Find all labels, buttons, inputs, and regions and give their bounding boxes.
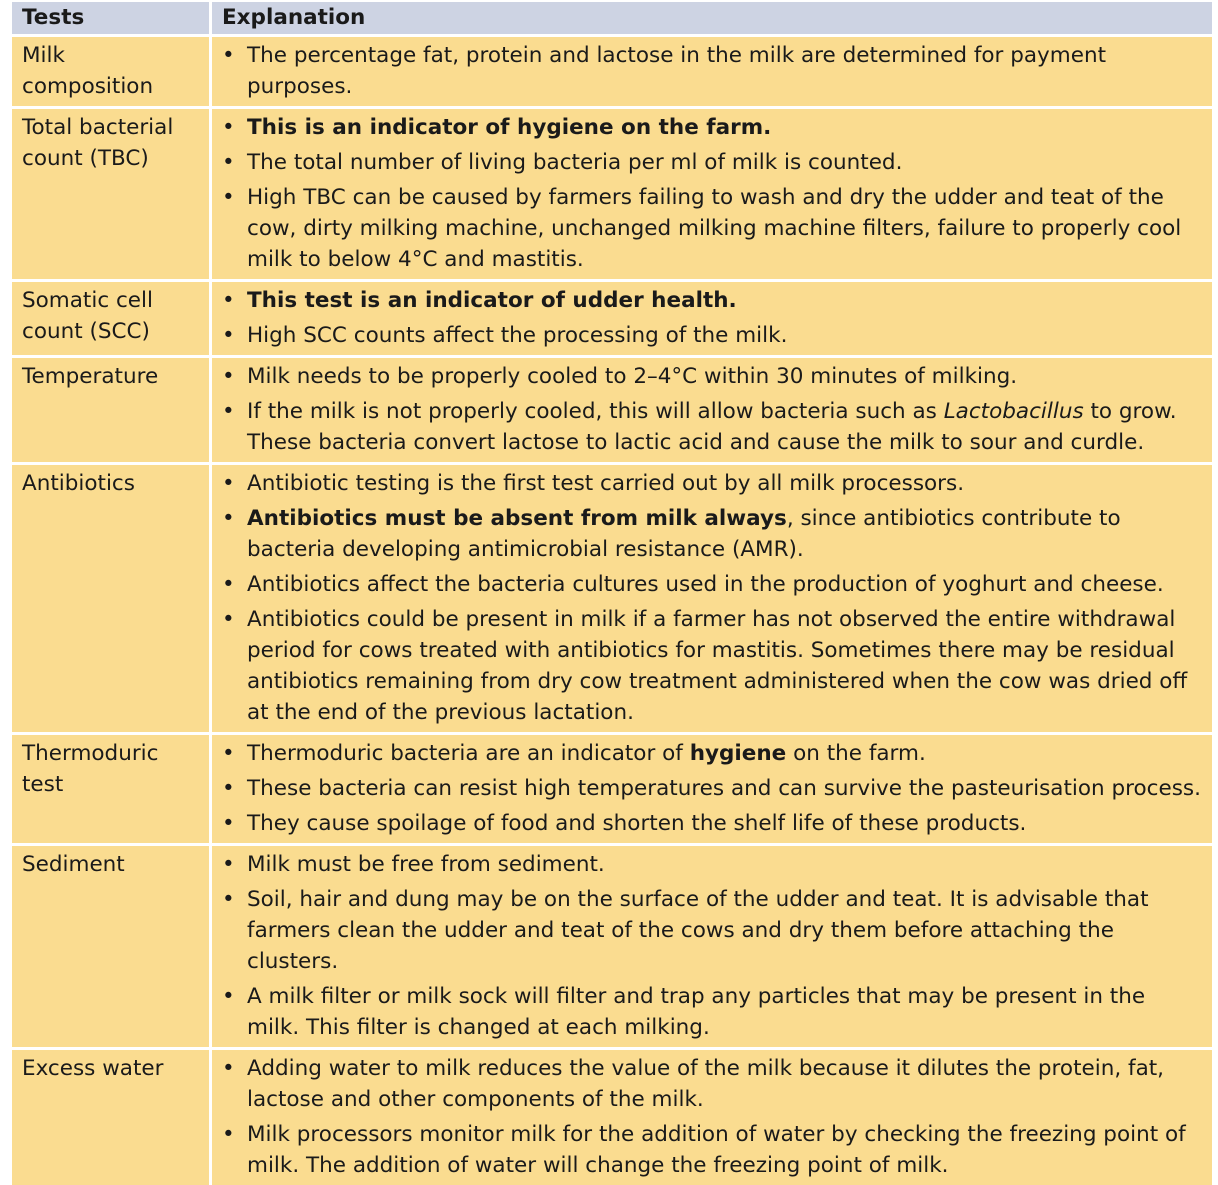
bullet-dot-icon: • [222,506,235,531]
text-segment: Thermoduric bacteria are an indicator of [247,741,690,766]
text-segment: The total number of living bacteria per ml of milk is counted. [247,150,903,175]
explanation-cell [212,465,1212,732]
bullet-item [220,40,1204,102]
bullet-dot-icon: • [222,323,235,348]
test-name-cell: Temperature [12,358,209,462]
text-segment: These bacteria can resist high temperatures and can survive the pasteurisation process. [247,776,1201,801]
bullet-text [247,1053,1204,1115]
bullet-item [220,1119,1204,1181]
bullet-dot-icon: • [222,471,235,496]
bullet-text [247,808,1204,839]
test-name-cell: Milk composition [12,37,209,106]
bullet-item [220,738,1204,769]
bullet-text [247,320,1204,351]
bold-text: This test is an indicator of udder health. [247,288,737,313]
test-name-cell: Somatic cell count (SCC) [12,282,209,355]
bullet-text [247,738,1204,769]
text-segment: Antibiotic testing is the first test carried out by all milk processors. [247,471,965,496]
text-segment: Milk needs to be properly cooled to 2–4°C within 30 minutes of milking. [247,364,1018,389]
bullet-item [220,396,1204,458]
bullet-item [220,503,1204,565]
bullet-item [220,468,1204,499]
text-segment: Milk processors monitor milk for the addition of water by checking the freezing point of milk. The addition of water will change the freezing point of milk. [247,1122,1186,1178]
header-explanation: Explanation [212,2,1212,34]
text-segment: Soil, hair and dung may be on the surface of the udder and teat. It is advisable that farmers clean the udder and teat of the cows and dry them before attaching the clusters. [247,887,1149,974]
bullet-text [247,981,1204,1043]
explanation-cell [212,358,1212,462]
text-segment: , since antibiotics contribute to bacteria developing antimicrobial resistance (AMR). [247,506,1121,562]
bullet-dot-icon: • [222,1122,235,1147]
bullet-dot-icon: • [222,185,235,210]
bullet-item [220,981,1204,1043]
explanation-cell [212,37,1212,106]
bullet-text [247,40,1204,102]
bullet-text [247,604,1204,728]
text-segment: Antibiotics could be present in milk if a farmer has not observed the entire withdrawal period for cows treated with antibiotics for mastitis. Sometimes there may be residual antibiotics remaining from dry cow treatment administered when the cow was dried off at the end of the previous lactation. [247,607,1188,725]
bold-text: This is an indicator of hygiene on the farm. [247,115,772,140]
bullet-text [247,569,1204,600]
explanation-cell [212,1050,1212,1185]
bold-text: Antibiotics must be absent from milk always [247,506,787,531]
header-tests: Tests [12,2,209,34]
bullet-dot-icon: • [222,741,235,766]
text-segment: They cause spoilage of food and shorten the shelf life of these products. [247,811,1027,836]
bullet-dot-icon: • [222,288,235,313]
text-segment: High TBC can be caused by farmers failing to wash and dry the udder and teat of the cow, dirty milking machine, unchanged milking machine filters, failure to properly cool milk to below 4°C and mastitis. [247,185,1182,272]
milk-tests-table [12,2,1212,1185]
bold-text: hygiene [689,741,787,766]
bullet-dot-icon: • [222,1056,235,1081]
text-segment: on the farm. [786,741,926,766]
bullet-text [247,849,1204,880]
bullet-dot-icon: • [222,43,235,68]
bullet-dot-icon: • [222,115,235,140]
text-segment: Adding water to milk reduces the value of the milk because it dilutes the protein, fat, lactose and other components of the milk. [247,1056,1165,1112]
bullet-item [220,773,1204,804]
bullet-dot-icon: • [222,776,235,801]
bullet-dot-icon: • [222,811,235,836]
bullet-text [247,396,1204,458]
bullet-item [220,361,1204,392]
bullet-text [247,773,1204,804]
test-name-cell: Antibiotics [12,465,209,732]
bullet-item [220,182,1204,275]
test-name-cell: Total bacterial count (TBC) [12,109,209,279]
text-segment: to grow. These bacteria convert lactose to lactic acid and cause the milk to sour and curdle. [247,399,1177,455]
bullet-item [220,884,1204,977]
bullet-item [220,112,1204,143]
bullet-dot-icon: • [222,150,235,175]
explanation-cell [212,109,1212,279]
bullet-text [247,285,1204,316]
bullet-text [247,884,1204,977]
text-segment: Antibiotics affect the bacteria cultures used in the production of yoghurt and cheese. [247,572,1164,597]
bullet-dot-icon: • [222,399,235,424]
bullet-dot-icon: • [222,887,235,912]
text-segment: The percentage fat, protein and lactose in the milk are determined for payment purposes. [247,43,1107,99]
test-name-cell: Sediment [12,846,209,1047]
bullet-dot-icon: • [222,984,235,1009]
test-name-cell: Thermoduric test [12,735,209,843]
explanation-cell [212,282,1212,355]
test-name-cell: Excess water [12,1050,209,1185]
bullet-item [220,147,1204,178]
bullet-dot-icon: • [222,607,235,632]
bullet-text [247,503,1204,565]
bullet-item [220,1053,1204,1115]
bullet-item [220,320,1204,351]
bullet-text [247,468,1204,499]
bullet-text [247,1119,1204,1181]
italic-text: Lactobacillus [943,399,1084,424]
bullet-item [220,604,1204,728]
bullet-item [220,285,1204,316]
explanation-cell [212,846,1212,1047]
bullet-item [220,849,1204,880]
bullet-text [247,182,1204,275]
bullet-dot-icon: • [222,572,235,597]
bullet-item [220,808,1204,839]
bullet-item [220,569,1204,600]
text-segment: High SCC counts affect the processing of the milk. [247,323,788,348]
text-segment: If the milk is not properly cooled, this will allow bacteria such as [247,399,944,424]
explanation-cell [212,735,1212,843]
bullet-dot-icon: • [222,364,235,389]
text-segment: Milk must be free from sediment. [247,852,605,877]
bullet-text [247,147,1204,178]
bullet-text [247,112,1204,143]
bullet-text [247,361,1204,392]
bullet-dot-icon: • [222,852,235,877]
text-segment: A milk filter or milk sock will filter and trap any particles that may be present in the milk. This filter is changed at each milking. [247,984,1146,1040]
